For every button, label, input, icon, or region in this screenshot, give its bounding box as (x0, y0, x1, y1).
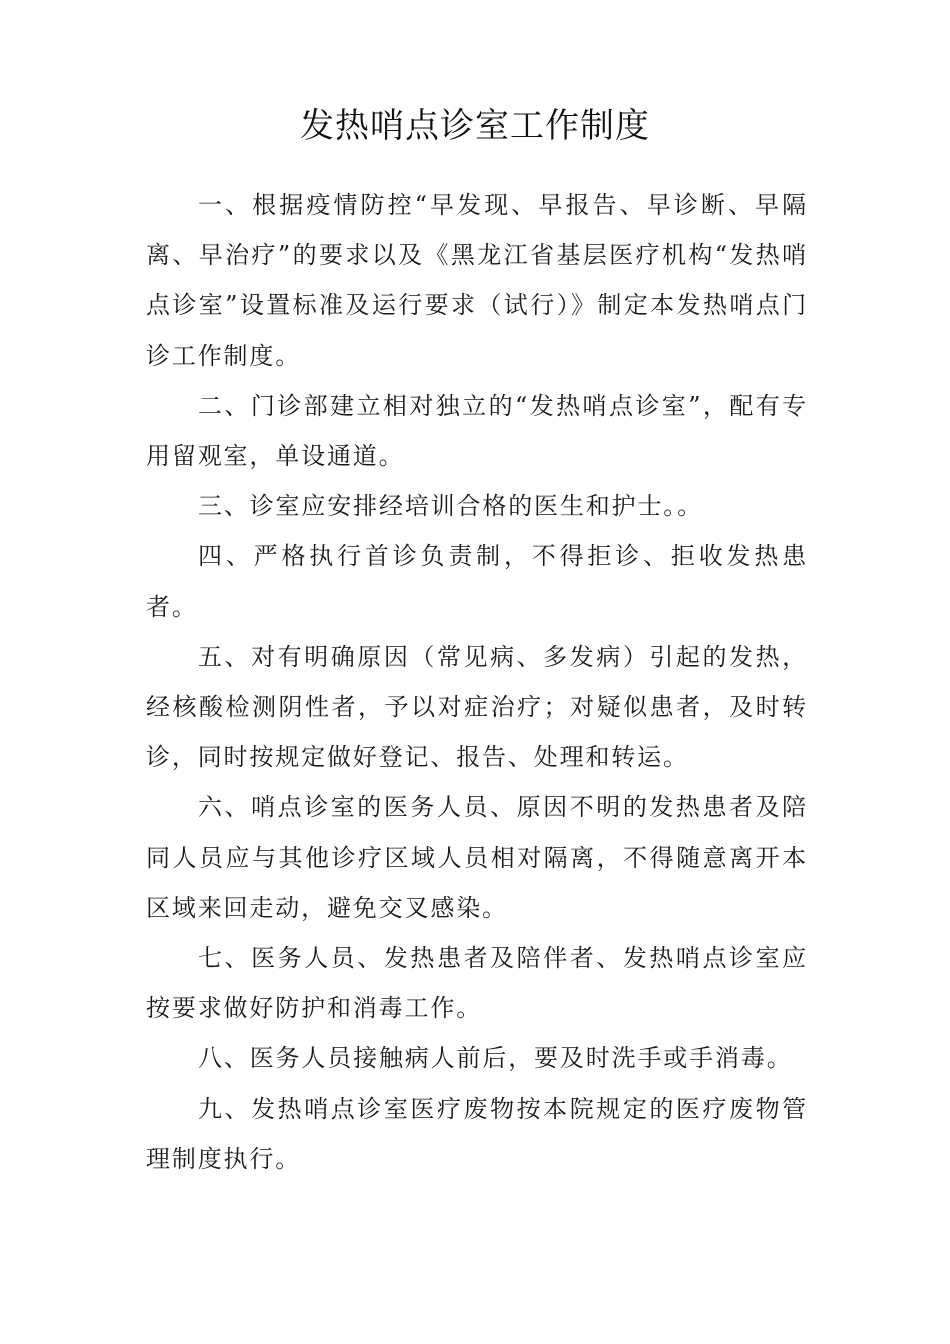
paragraph-1: 一、根据疫情防控“早发现、早报告、早诊断、早隔离、早治疗”的要求以及《黑龙江省基层医疗机构“发热哨点诊室”设置标准及运行要求（试行）》制定本发热哨点门诊工作制度。 (146, 191, 808, 370)
paragraph-4: 四、严格执行首诊负责制，不得拒诊、拒收发热患者。 (146, 542, 808, 621)
paragraph-3: 三、诊室应安排经培训合格的医生和护士。。 (198, 492, 703, 521)
paragraph-7: 七、医务人员、发热患者及陪伴者、发热哨点诊室应按要求做好防护和消毒工作。 (146, 944, 808, 1023)
document-body (146, 180, 808, 1184)
paragraph-5: 五、对有明确原因（常见病、多发病）引起的发热，经核酸检测阴性者，予以对症治疗；对疑似患者，及时转诊，同时按规定做好登记、报告、处理和转运。 (146, 642, 808, 772)
paragraph-9: 九、发热哨点诊室医疗废物按本院规定的医疗废物管理制度执行。 (146, 1094, 808, 1173)
paragraph-6: 六、哨点诊室的医务人员、原因不明的发热患者及陪同人员应与其他诊疗区域人员相对隔离，不得随意离开本区域来回走动，避免交叉感染。 (146, 793, 808, 922)
document-title: 发热哨点诊室工作制度 (300, 106, 650, 146)
paragraph-8: 八、医务人员接触病人前后，要及时洗手或手消毒。 (198, 1044, 793, 1073)
paragraph-2: 二、门诊部建立相对独立的“发热哨点诊室”，配有专用留观室，单设通道。 (146, 391, 808, 471)
